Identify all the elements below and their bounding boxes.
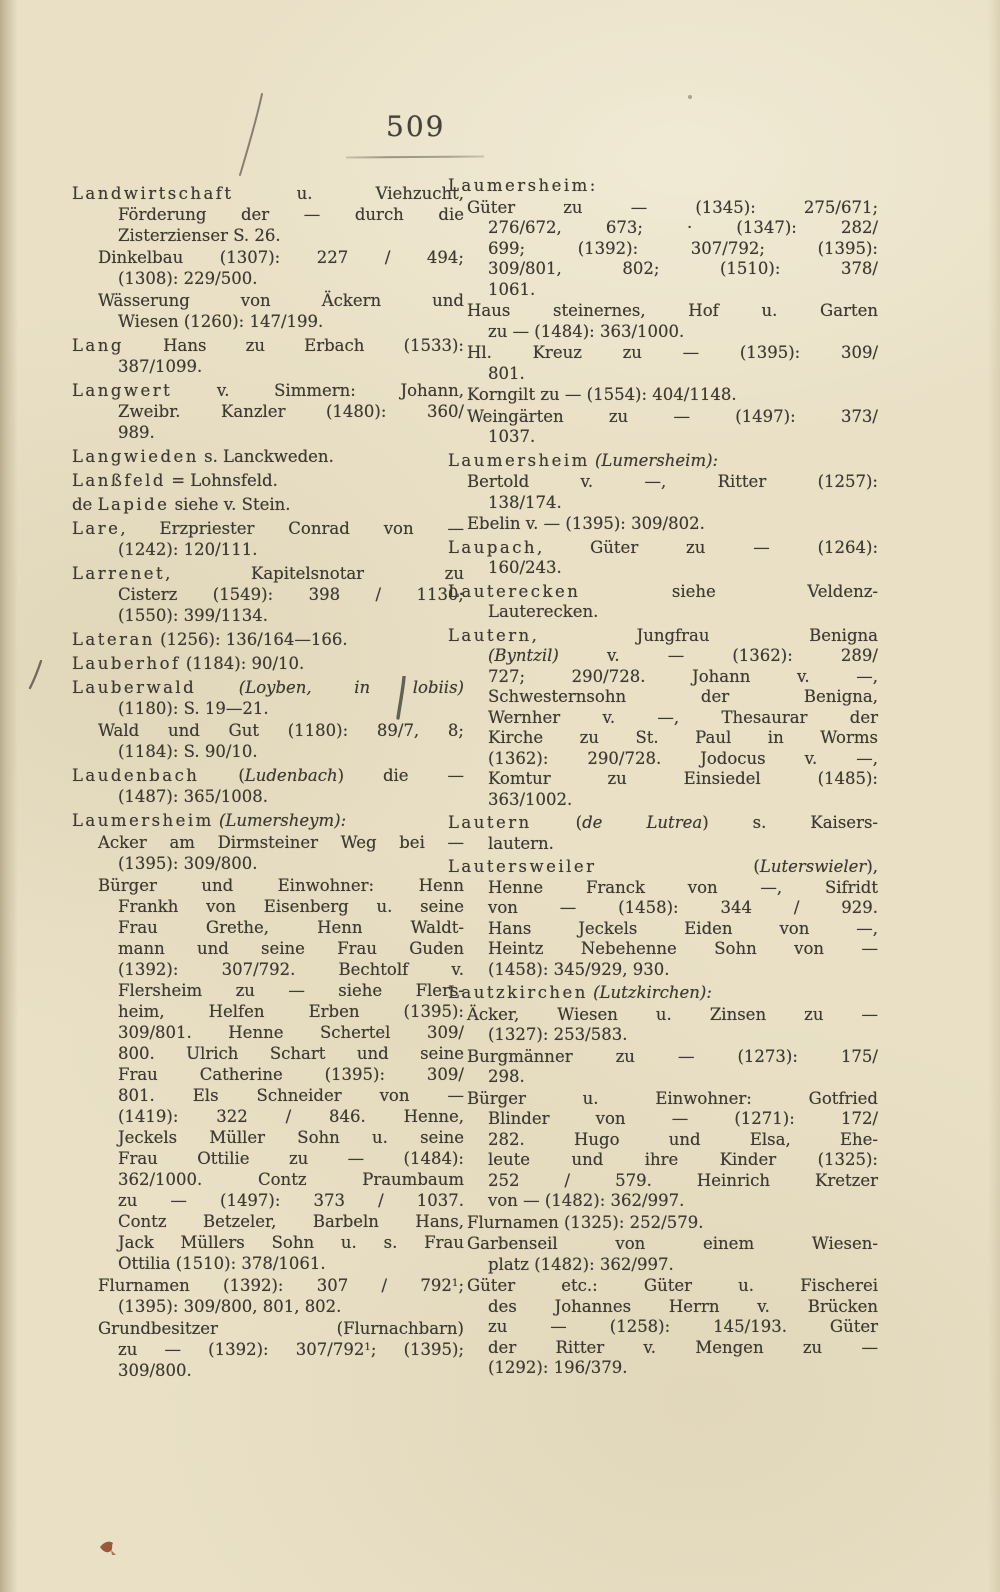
index-line: Korngilt zu — (1554): 404/1148. [467,385,737,404]
index-line: de Lapide siehe v. Stein. [72,495,291,514]
index-entry [448,301,878,342]
index-entry [72,446,464,467]
index-line: Wald und Gut (1180): 89/7, 8; [98,721,464,740]
index-line: (1184): S. 90/10. [118,742,258,761]
index-line: Laupach, Güter zu — (1264): [448,537,878,557]
index-entry [72,183,464,246]
index-line: Lautern (de Lutrea) s. Kaisers- [448,813,878,832]
index-entry [72,380,464,443]
index-line: Flurnamen (1325): 252/579. [467,1212,704,1232]
index-line: Langwieden s. Lanckweden. [72,447,334,466]
index-line: 1061. [488,279,536,299]
index-line: (Byntzil) v. — (1362): 289/ [488,646,878,665]
index-entry [448,1089,878,1212]
index-line: 309/800. [118,1361,192,1380]
index-line: Flersheim zu — siehe Flers- [118,981,464,1000]
index-line: heim, Helfen Erben (1395): [118,1002,464,1021]
index-line: Langwert v. Simmern: Johann, [72,381,464,400]
index-line: Schwesternsohn der Benigna, [488,687,878,706]
index-line: Laumersheim (Lumersheym): [72,811,347,830]
index-entry [448,407,878,448]
index-line: Laumersheim (Lumersheim): [448,450,719,470]
index-line: (1395): 309/800, 801, 802. [118,1297,342,1316]
index-entry [72,875,464,1274]
index-line: (1392): 307/792. Bechtolf v. [118,960,464,979]
index-line: 387/1099. [118,357,203,376]
index-line: von — (1482): 362/997. [488,1191,685,1210]
index-line: Lare, Erzpriester Conrad von — [72,519,464,538]
index-entry [448,1047,878,1088]
index-line: 276/672, 673; · (1347): 282/ [488,218,878,237]
index-line: (1327): 253/583. [488,1025,628,1044]
index-entry [72,653,464,674]
index-line: Jack Müllers Sohn u. s. Frau [118,1233,464,1252]
index-line: Grundbesitzer (Flurnachbarn) [98,1319,464,1338]
index-line: Komtur zu Einsiedel (1485): [488,769,878,788]
index-line: Weingärten zu — (1497): 373/ [467,406,878,426]
index-line: Frankh von Eisenberg u. seine [118,897,464,916]
index-line: des Johannes Herrn v. Brücken [488,1296,878,1316]
index-line: (1242): 120/111. [118,540,258,559]
index-line: Wernher v. —, Thesaurar der [488,707,878,727]
index-line: Laudenbach (Ludenbach) die — [72,766,464,785]
index-line: 138/174. [488,492,562,512]
index-line: zu — (1484): 363/1000. [488,321,685,341]
index-entry [448,1276,878,1379]
header-rule [346,156,484,159]
index-line: (1487): 365/1008. [118,787,268,806]
index-line: Larrenet, Kapitelsnotar zu [72,564,464,583]
index-line: 160/243. [488,558,562,577]
index-line: Kirche zu St. Paul in Worms [488,728,878,747]
index-line: Lautersweiler (Luterswieler), [448,857,878,876]
index-line: 252 / 579. Heinrich Kretzer [488,1170,878,1190]
index-line: Güter zu — (1345): 275/671; [467,197,878,217]
index-line: Burgmänner zu — (1273): 175/ [467,1046,878,1066]
index-line: Frau Grethe, Henn Waldt- [118,918,464,937]
index-line: Laumersheim: [448,176,596,195]
index-entry [72,494,464,515]
index-entry [448,198,878,301]
index-line: zu — (1392): $307/792^1$; (1395); [118,1340,465,1359]
index-line: Lauberhof (1184): 90/10. [72,654,305,673]
index-line: 800. Ulrich Schart und seine [118,1044,464,1063]
index-line: Acker am Dirmsteiner Weg bei — [98,833,464,852]
index-entry [448,582,878,623]
ink-spot-bottom-left [98,1538,120,1558]
index-line: Lautzkirchen (Lutzkirchen): [448,983,712,1002]
index-line: 282. Hugo und Elsa, Ehe- [488,1129,878,1149]
index-line: platz (1482): 362/997. [488,1254,674,1274]
index-line: 1037. [488,427,536,446]
index-line: Ottilia (1510): 378/1061. [118,1254,326,1273]
index-entry [72,335,464,377]
index-entry [72,832,464,874]
index-line: (1292): 196/379. [488,1358,628,1377]
index-line: Lautern, Jungfrau Benigna [448,625,878,645]
index-line: Bürger u. Einwohner: Gotfried [467,1088,878,1108]
page-edge-left [0,0,18,1592]
index-entry [72,1275,464,1317]
index-entry [448,1005,878,1046]
index-entry [72,247,464,289]
index-line: Blinder von — (1271): 172/ [488,1109,878,1128]
index-line: Förderung der — durch die [118,205,464,224]
index-entry [72,720,464,762]
index-line: Jeckels Müller Sohn u. seine [118,1128,464,1147]
index-entry [448,176,878,197]
index-entry [448,514,878,535]
index-line: Lauterecken. [488,602,599,621]
index-line: Äcker, Wiesen u. Zinsen zu — [467,1004,878,1024]
index-line: Hl. Kreuz zu — (1395): 309/ [467,343,878,362]
index-line: (1362): 290/728. Jodocus v. —, [488,748,878,768]
index-line: Frau Catherine (1395): 309/ [118,1065,464,1084]
index-line: Lauterecken siehe Veldenz- [448,581,878,601]
index-line: (1308): 229/500. [118,269,258,288]
index-line: Contz Betzeler, Barbeln Hans, [118,1212,464,1231]
index-entry [72,518,464,560]
index-line: Lanßfeld = Lohnsfeld. [72,471,278,490]
index-line: Wiesen (1260): 147/199. [118,312,324,331]
index-entry [448,385,878,406]
index-line: Zweibr. Kanzler (1480): 360/ [118,402,464,421]
index-entry [448,472,878,513]
index-line: Ebelin v. — (1395): 309/802. [467,514,705,533]
index-entry [448,1234,878,1275]
index-line: zu — (1258): 145/193. Güter [488,1317,878,1336]
index-entry [72,290,464,332]
index-line: der Ritter v. Mengen zu — [488,1337,878,1357]
index-entry [72,765,464,807]
index-line: lautern. [488,833,554,853]
index-line: (1458): 345/929, 930. [488,959,670,979]
index-line: Güter etc.: Güter u. Fischerei [467,1276,878,1295]
index-line: 363/1002. [488,789,573,809]
index-line: mann und seine Frau Guden [118,939,464,958]
index-line: 989. [118,423,155,442]
index-line: 699; (1392): 307/792; (1395): [488,238,878,258]
index-line: Landwirtschaft u. Viehzucht, [72,184,464,203]
index-line: Lateran (1256): 136/164—166. [72,630,348,649]
index-line: Haus steinernes, Hof u. Garten [467,301,878,320]
index-entry [448,857,878,980]
index-line: Flurnamen (1392): $307 / 792^1$; [98,1276,464,1295]
index-line: (1550): 399/1134. [118,606,268,625]
index-line: 801. [488,363,525,383]
index-line: 298. [488,1067,525,1086]
index-line: Wässerung von Äckern und [98,291,464,310]
index-line: Henne Franck von —, Sifridt [488,877,878,897]
index-entry [72,563,464,626]
index-entry [448,983,878,1004]
index-entry [448,626,878,811]
index-entry [448,343,878,384]
index-line: 309/801, 802; (1510): 378/ [488,259,878,278]
index-line: leute und ihre Kinder (1325): [488,1150,878,1169]
index-line: zu — (1497): 373 / 1037. [118,1191,464,1210]
page-edge-right [988,0,1000,1592]
index-line: 727; 290/728. Johann v. —, [488,666,878,686]
index-entry [72,810,464,831]
index-line: Heintz Nebehenne Sohn von — [488,939,878,958]
page-number: 509 [386,110,446,143]
index-entry [448,451,878,472]
index-line: Cisterz (1549): 398 / 1130; [118,585,464,604]
index-line: 309/801. Henne Schertel 309/ [118,1023,464,1042]
index-entry [448,813,878,854]
pen-slash-lauberhof [28,660,44,690]
index-line: Lauberwald (Loyben, in lobiis) [72,678,464,697]
ink-dot-top-right [686,93,694,101]
index-line: Garbenseil von einem Wiesen- [467,1234,878,1253]
index-entry [72,629,464,650]
index-line: Hans Jeckels Eiden von —, [488,918,878,938]
index-line: 362/1000. Contz Praumbaum [118,1170,464,1189]
index-line: von — (1458): 344 / 929. [488,898,878,917]
index-line: Zisterzienser S. 26. [118,226,281,245]
index-line: (1395): 309/800. [118,854,258,873]
index-entry [72,677,464,719]
index-line: Bürger und Einwohner: Henn [98,876,464,895]
pen-slash-top [236,93,266,177]
index-line: Dinkelbau (1307): 227 / 494; [98,248,464,267]
index-entry [448,1213,878,1234]
index-line: (1419): 322 / 846. Henne, [118,1107,464,1126]
index-line: 801. Els Schneider von — [118,1086,464,1105]
index-line: Lang Hans zu Erbach (1533): [72,336,464,355]
index-column-right [448,176,878,1379]
index-entry [72,470,464,491]
index-entry [448,538,878,579]
index-line: (1180): S. 19—21. [118,699,269,718]
index-line: Bertold v. —, Ritter (1257): [467,472,878,491]
index-entry [72,1318,464,1381]
index-line: Frau Ottilie zu — (1484): [118,1149,464,1168]
index-column-left [72,183,464,1381]
